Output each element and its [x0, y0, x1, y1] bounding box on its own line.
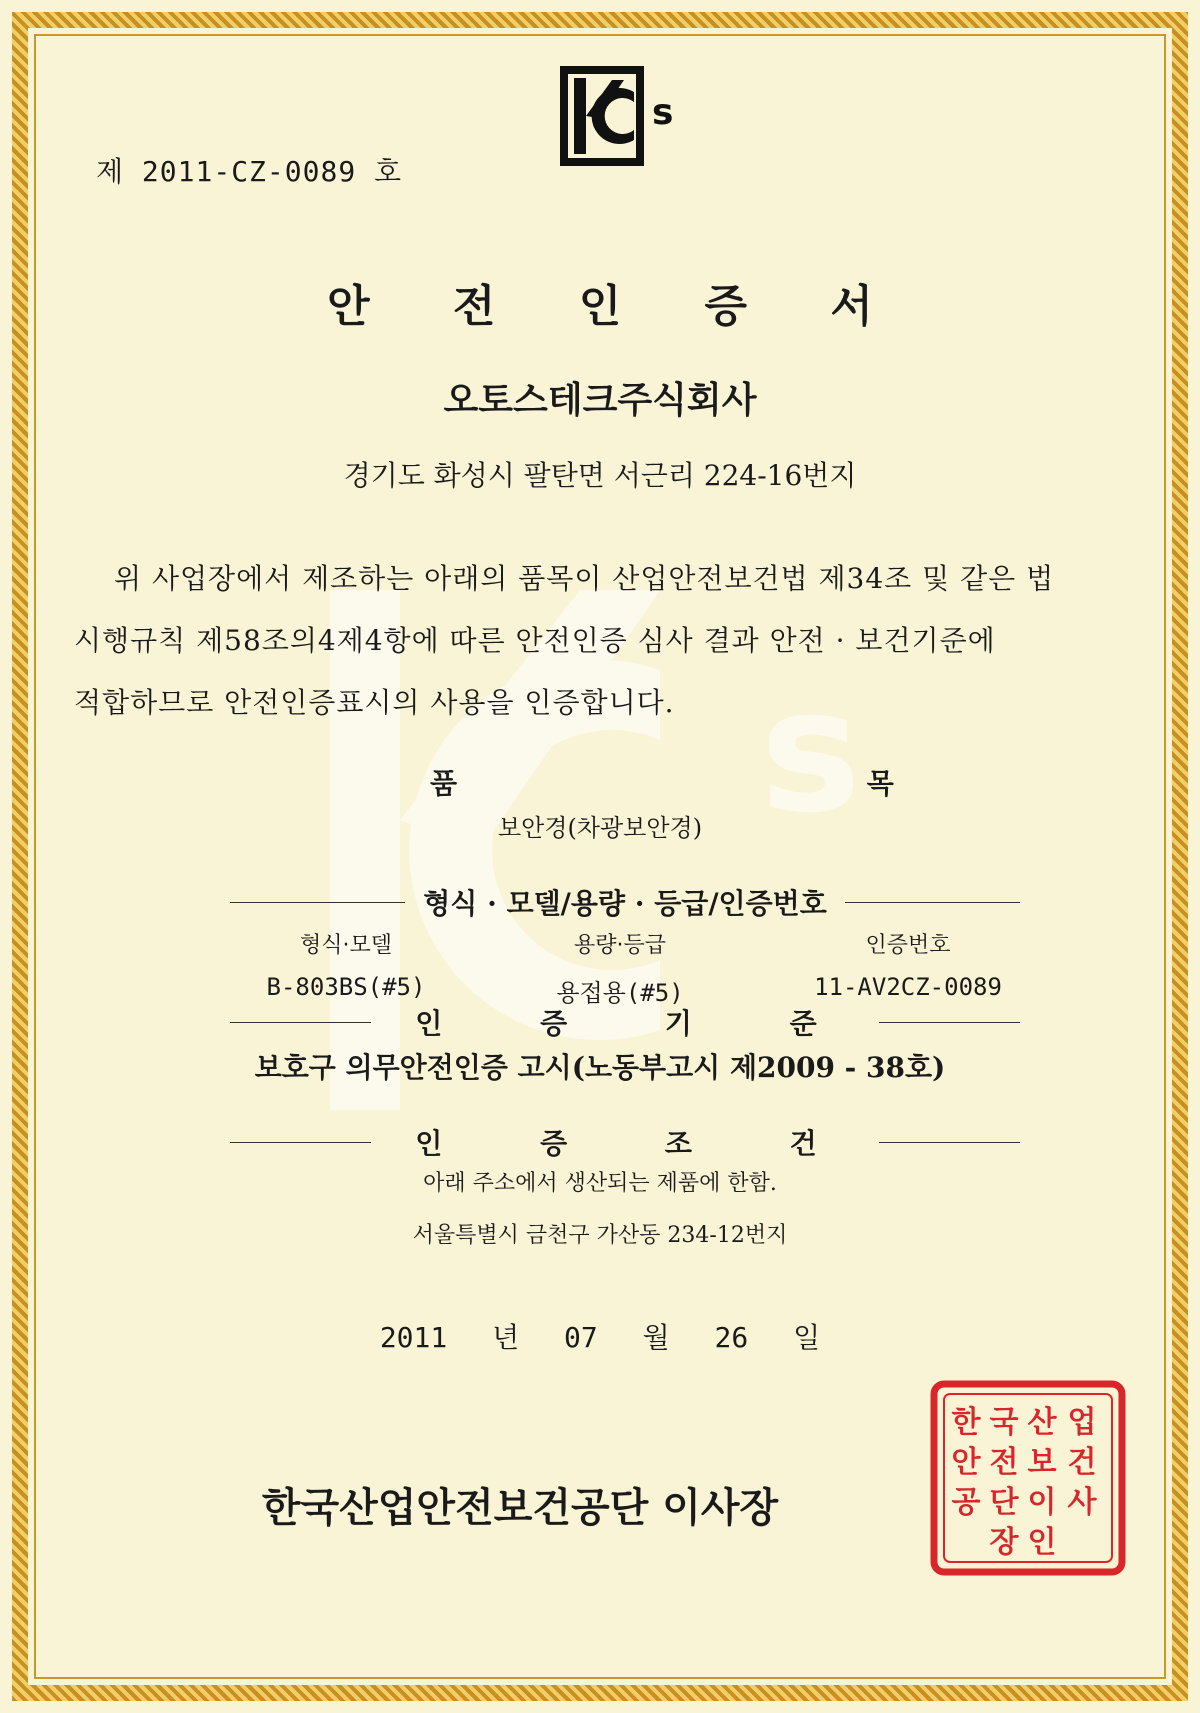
divider [230, 902, 405, 903]
svg-text:전: 전 [989, 1445, 1019, 1480]
capacity-label: 용량·등급 [573, 933, 666, 958]
document-title: 안 전 인 증 서 [327, 281, 907, 332]
svg-text:이: 이 [1027, 1485, 1057, 1520]
svg-text:사: 사 [1067, 1485, 1097, 1520]
date-year-unit: 년 [492, 1321, 520, 1354]
condition-section-heading [230, 1122, 1020, 1162]
divider [845, 902, 1020, 903]
svg-text:공: 공 [951, 1485, 981, 1520]
capacity-value: 용접용(#5) [556, 979, 684, 1007]
date-month-unit: 월 [642, 1321, 670, 1354]
standard-value: 보호구 의무안전인증 고시(노동부고시 제2009 - 38호) [254, 1051, 946, 1084]
svg-text:업: 업 [1067, 1405, 1097, 1440]
svg-text:장: 장 [989, 1525, 1019, 1560]
model-column [196, 928, 496, 1001]
item-value: 보안경(차광보안경) [497, 814, 703, 842]
condition-heading-label: 인 증 조 건 [415, 1127, 861, 1160]
cert-number-label: 인증번호 [865, 933, 951, 958]
model-label: 형식·모델 [299, 933, 392, 958]
svg-text:국: 국 [989, 1405, 1019, 1440]
svg-text:안: 안 [951, 1445, 981, 1480]
issuer-name: 한국산업안전보건공단 이사장 [261, 1484, 779, 1531]
item-heading-label: 품 목 [430, 767, 1094, 800]
divider [879, 1022, 1020, 1023]
divider [879, 1142, 1020, 1143]
company-address: 경기도 화성시 팔탄면 서근리 224-16번지 [343, 459, 857, 492]
standard-section-heading [230, 1002, 1020, 1042]
date-year: 2011 [379, 1321, 448, 1354]
statement-line-1: 위 사업장에서 제조하는 아래의 품목이 산업안전보건법 제34조 및 같은 법 [114, 562, 1055, 595]
kcs-logo-icon [560, 66, 686, 166]
svg-text:보: 보 [1027, 1445, 1057, 1480]
company-name: 오토스테크주식회사 [443, 379, 757, 421]
certification-statement [74, 548, 1164, 734]
date-day-unit: 일 [793, 1321, 821, 1354]
capacity-column [470, 928, 770, 1008]
statement-line-3: 적합하므로 안전인증표시의 사용을 인증합니다. [74, 686, 675, 719]
svg-text:s: s [652, 92, 674, 133]
standard-heading-label: 인 증 기 준 [415, 1007, 861, 1040]
svg-text:s: s [760, 653, 862, 851]
item-section-heading [230, 762, 1094, 802]
spec-section-heading [230, 882, 1020, 922]
svg-text:단: 단 [989, 1485, 1019, 1520]
spec-heading-label: 형식 · 모델/용량 · 등급/인증번호 [423, 887, 827, 920]
official-seal-stamp [930, 1380, 1126, 1576]
issue-date [0, 1316, 1200, 1356]
certificate-number: 제 2011-CZ-0089 호 [96, 155, 403, 188]
model-value: B-803BS(#5) [266, 973, 426, 1001]
date-day: 26 [714, 1321, 749, 1354]
date-month: 07 [564, 1321, 598, 1354]
svg-text:산: 산 [1027, 1405, 1057, 1440]
divider [230, 1022, 371, 1023]
divider [230, 1142, 371, 1143]
cert-number-value: 11-AV2CZ-0089 [814, 973, 1002, 1001]
condition-line-1: 아래 주소에서 생산되는 제품에 한함. [423, 1171, 777, 1196]
cert-number-column [758, 928, 1058, 1001]
condition-line-2: 서울특별시 금천구 가산동 234-12번지 [412, 1223, 788, 1248]
svg-text:건: 건 [1067, 1445, 1097, 1480]
svg-text:인: 인 [1027, 1525, 1057, 1560]
svg-text:한: 한 [951, 1405, 981, 1440]
statement-line-2: 시행규칙 제58조의4제4항에 따른 안전인증 심사 결과 안전 · 보건기준에 [74, 624, 996, 657]
